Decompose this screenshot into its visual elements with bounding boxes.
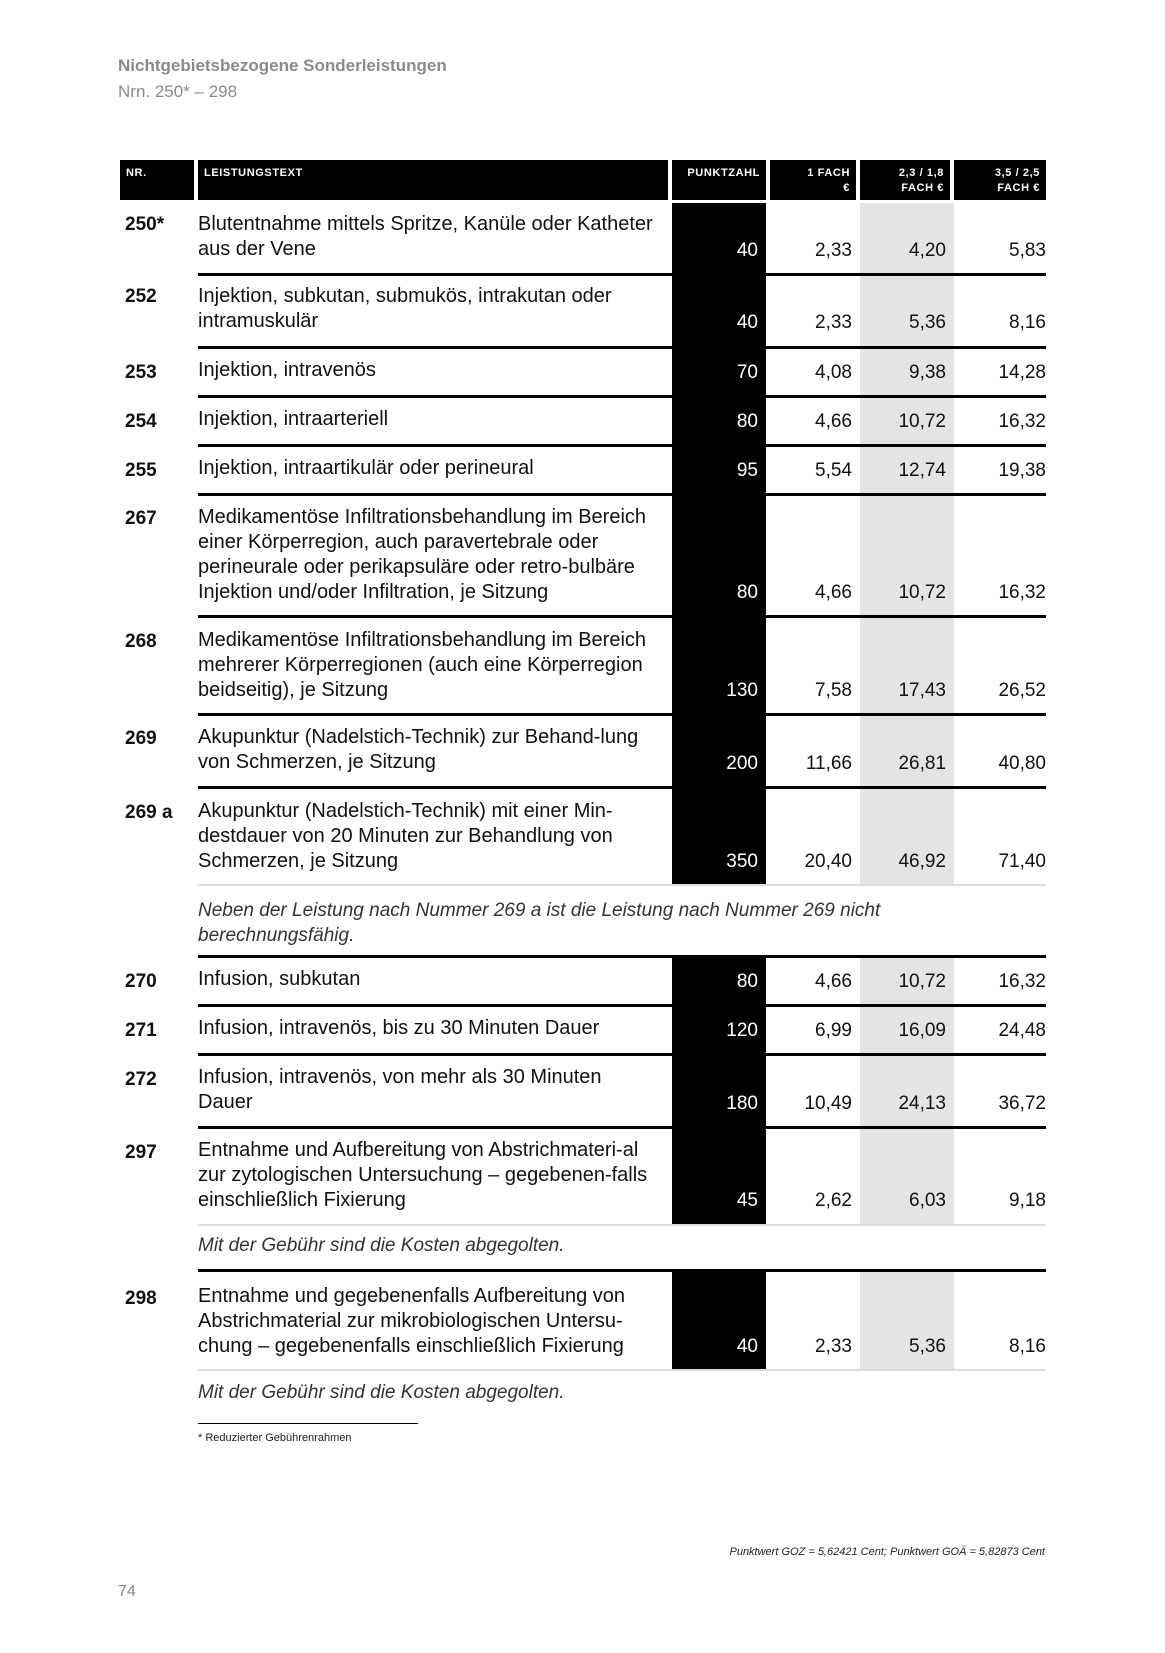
row-divider xyxy=(198,884,1046,886)
row-nr: 267 xyxy=(125,508,157,529)
footnote-rule xyxy=(198,1423,418,1424)
row-1fach: 20,40 xyxy=(804,851,852,872)
row-punktzahl: 80 xyxy=(736,411,758,432)
row-punktzahl: 70 xyxy=(736,362,758,383)
row-23fach: 5,36 xyxy=(909,312,946,333)
row-23fach: 26,81 xyxy=(898,753,946,774)
row-text: Injektion, intraartikulär oder perineural xyxy=(198,457,534,479)
row-35fach: 8,16 xyxy=(1009,312,1046,333)
col-23fach-line2: FACH € xyxy=(901,182,944,194)
row-23fach: 10,72 xyxy=(898,582,946,603)
col-35fach-line2: FACH € xyxy=(997,182,1040,194)
row-punktzahl: 40 xyxy=(736,1336,758,1357)
row-1fach: 4,66 xyxy=(815,582,852,603)
row-punktzahl: 45 xyxy=(736,1190,758,1211)
row-punktzahl: 40 xyxy=(736,312,758,333)
row-35fach: 9,18 xyxy=(1009,1190,1046,1211)
row-punktzahl: 80 xyxy=(736,971,758,992)
row-23fach: 46,92 xyxy=(898,851,946,872)
row-1fach: 2,33 xyxy=(815,312,852,333)
row-punktzahl: 95 xyxy=(736,460,758,481)
row-text: Infusion, intravenös, von mehr als 30 Minuten Dauer xyxy=(198,1066,602,1113)
punktwert-note: Punktwert GOZ = 5,62421 Cent; Punktwert GOÄ = 5,82873 Cent xyxy=(729,1546,1045,1558)
row-35fach: 5,83 xyxy=(1009,240,1046,261)
row-nr: 254 xyxy=(125,411,157,432)
row-23fach: 24,13 xyxy=(898,1093,946,1114)
note-297: Mit der Gebühr sind die Kosten abgegolten. xyxy=(198,1235,565,1256)
row-nr: 272 xyxy=(125,1069,157,1090)
col-1fach-line1: 1 FACH xyxy=(807,167,850,179)
row-text: Injektion, intraarteriell xyxy=(198,408,389,430)
col-23fach xyxy=(860,160,950,200)
row-23fach: 17,43 xyxy=(898,680,946,701)
row-nr: 252 xyxy=(125,286,157,307)
row-1fach: 11,66 xyxy=(805,753,852,774)
row-35fach: 14,28 xyxy=(998,362,1046,383)
row-35fach: 24,48 xyxy=(998,1020,1046,1041)
row-text: Injektion, subkutan, submukös, intrakutan oder intramuskulär xyxy=(198,285,612,332)
row-1fach: 2,33 xyxy=(815,240,852,261)
row-1fach: 7,58 xyxy=(815,680,852,701)
row-punktzahl: 180 xyxy=(726,1093,758,1114)
row-1fach: 6,99 xyxy=(815,1020,852,1041)
row-35fach: 16,32 xyxy=(998,411,1046,432)
row-35fach: 16,32 xyxy=(998,582,1046,603)
col-punktzahl: PUNKTZAHL xyxy=(672,160,766,200)
row-23fach: 16,09 xyxy=(898,1020,946,1041)
row-1fach: 10,49 xyxy=(804,1093,852,1114)
row-nr: 269 xyxy=(125,728,157,749)
row-23fach: 10,72 xyxy=(898,971,946,992)
col-1fach-line2: € xyxy=(843,182,850,194)
row-nr: 297 xyxy=(125,1142,157,1163)
row-35fach: 71,40 xyxy=(998,851,1046,872)
row-punktzahl: 200 xyxy=(726,753,758,774)
row-text: Medikamentöse Infiltrationsbehandlung im Bereich einer Körperregion, auch paravertebrale oder perineurale oder perikapsuläre oder retro-bulbäre Injektion und/oder Infiltration, je Sitzung xyxy=(198,506,647,603)
section-subtitle: Nrn. 250* – 298 xyxy=(118,82,238,101)
row-1fach: 4,66 xyxy=(815,971,852,992)
row-text: Medikamentöse Infiltrationsbehandlung im Bereich mehrerer Körperregionen (auch eine Körperregion beidseitig), je Sitzung xyxy=(198,629,647,701)
row-35fach: 36,72 xyxy=(998,1093,1046,1114)
row-punktzahl: 80 xyxy=(736,582,758,603)
note-269a: Neben der Leistung nach Nummer 269 a ist die Leistung nach Nummer 269 nicht berechnungsfähig. xyxy=(198,900,881,946)
col-1fach xyxy=(770,160,856,200)
row-23fach: 6,03 xyxy=(909,1190,946,1211)
row-nr: 269 a xyxy=(125,802,173,823)
row-text: Blutentnahme mittels Spritze, Kanüle oder Katheter aus der Vene xyxy=(198,213,653,260)
punktzahl-cell-bg xyxy=(672,276,766,346)
row-nr: 271 xyxy=(125,1020,157,1041)
row-nr: 250* xyxy=(125,214,165,235)
row-nr: 270 xyxy=(125,971,157,992)
row-35fach: 26,52 xyxy=(998,680,1046,701)
row-nr: 298 xyxy=(125,1288,157,1309)
row-35fach: 8,16 xyxy=(1009,1336,1046,1357)
row-nr: 253 xyxy=(125,362,157,383)
col-35fach xyxy=(954,160,1046,200)
punktzahl-cell-bg xyxy=(672,716,766,786)
row-1fach: 2,33 xyxy=(815,1336,852,1357)
row-punktzahl: 40 xyxy=(736,240,758,261)
fach2-cell-bg xyxy=(860,276,954,346)
fach2-cell-bg xyxy=(860,1056,954,1126)
row-text: Injektion, intravenös xyxy=(198,359,376,381)
row-1fach: 5,54 xyxy=(815,460,852,481)
row-35fach: 16,32 xyxy=(998,971,1046,992)
row-divider xyxy=(198,1224,1046,1226)
row-text: Akupunktur (Nadelstich-Technik) mit einer Min-destdauer von 20 Minuten zur Behandlung von Schmerzen, je Sitzung xyxy=(198,800,613,872)
row-35fach: 40,80 xyxy=(998,753,1046,774)
row-1fach: 4,08 xyxy=(815,362,852,383)
row-nr: 255 xyxy=(125,460,157,481)
row-1fach: 2,62 xyxy=(815,1190,852,1211)
col-nr: NR. xyxy=(120,160,194,200)
punktzahl-cell-bg xyxy=(672,203,766,273)
page-number: 74 xyxy=(118,1583,136,1600)
fach2-cell-bg xyxy=(860,203,954,273)
row-23fach: 4,20 xyxy=(909,240,946,261)
row-23fach: 10,72 xyxy=(898,411,946,432)
row-23fach: 5,36 xyxy=(909,1336,946,1357)
row-divider xyxy=(198,1369,1046,1371)
row-1fach: 4,66 xyxy=(815,411,852,432)
row-35fach: 19,38 xyxy=(998,460,1046,481)
fach2-cell-bg xyxy=(860,716,954,786)
row-23fach: 12,74 xyxy=(898,460,946,481)
col-leistungstext: LEISTUNGSTEXT xyxy=(198,160,668,200)
row-text: Entnahme und Aufbereitung von Abstrichmateri-al zur zytologischen Untersuchung – gegebenen-falls einschließlich Fixierung xyxy=(198,1139,648,1211)
row-punktzahl: 120 xyxy=(726,1020,758,1041)
row-text: Infusion, subkutan xyxy=(198,968,361,990)
row-nr: 268 xyxy=(125,631,157,652)
note-298: Mit der Gebühr sind die Kosten abgegolten. xyxy=(198,1382,565,1403)
row-text: Infusion, intravenös, bis zu 30 Minuten Dauer xyxy=(198,1017,600,1039)
col-35fach-line1: 3,5 / 2,5 xyxy=(994,167,1040,179)
section-title: Nichtgebietsbezogene Sonderleistungen xyxy=(118,56,447,75)
row-text: Entnahme und gegebenenfalls Aufbereitung von Abstrichmaterial zur mikrobiologischen Untersu-chung – gegebenenfalls einschließlich Fixierung xyxy=(198,1285,626,1357)
punktzahl-cell-bg xyxy=(672,1056,766,1126)
row-punktzahl: 130 xyxy=(726,680,758,701)
col-23fach-line1: 2,3 / 1,8 xyxy=(898,167,944,179)
row-23fach: 9,38 xyxy=(909,362,946,383)
row-punktzahl: 350 xyxy=(726,851,758,872)
footnote: * Reduzierter Gebührenrahmen xyxy=(198,1432,352,1444)
row-text: Akupunktur (Nadelstich-Technik) zur Behand-lung von Schmerzen, je Sitzung xyxy=(198,726,639,773)
